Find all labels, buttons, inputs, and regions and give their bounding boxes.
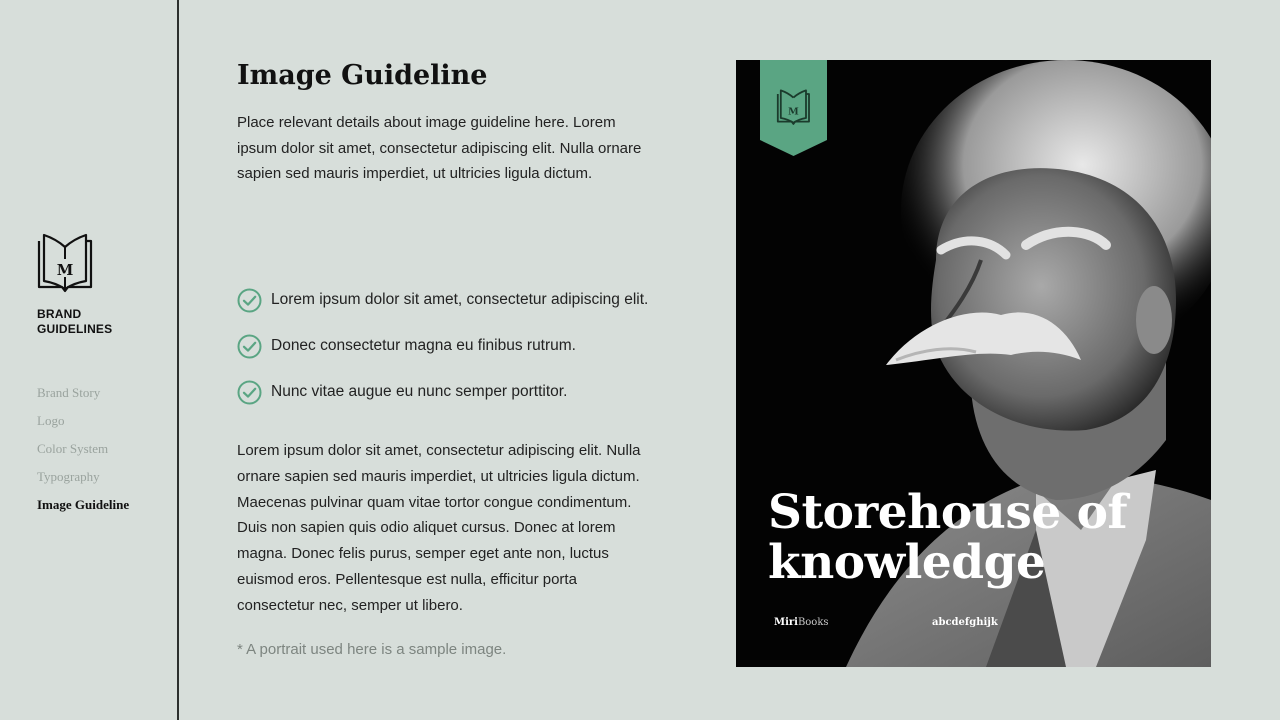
check-circle-icon: [237, 288, 262, 313]
checklist-text: Nunc vitae augue eu nunc semper porttitor.: [271, 383, 568, 400]
poster-brand-bold: Miri: [774, 617, 798, 628]
nav-item-image-guideline[interactable]: Image Guideline: [37, 497, 130, 512]
poster-brand-name: [774, 617, 829, 628]
sidebar-divider: [177, 0, 179, 720]
body-text: Lorem ipsum dolor sit amet, consectetur adipiscing elit. Nulla ornare sapien sed mauris imperdiet, ut ultricies ligula dictum. Maecenas pulvinar quam vitae tortor congue condimentum. Duis non sapien quis odio aliquet cursus. Donec at lorem magna. Donec felis purus, semper eget ante non, luctus euismod eros. Pellentesque est nulla, efficitur porta consectetur nec, semper ut libero.: [237, 442, 641, 614]
poster-brand-regular: Books: [797, 617, 829, 628]
checklist-item: [237, 277, 648, 323]
brand-title-line1: BRAND: [37, 307, 82, 321]
checklist-item: [237, 369, 648, 415]
sidebar-nav: [37, 379, 129, 519]
poster-headline-line1: Storehouse of: [768, 485, 1128, 540]
check-circle-icon: [237, 380, 262, 405]
footnote: * A portrait used here is a sample image.: [237, 641, 507, 658]
svg-text:M: M: [56, 261, 74, 279]
intro-text: Place relevant details about image guideline here. Lorem ipsum dolor sit amet, consectetur adipiscing elit. Nulla ornare sapien sed mauris imperdiet, ut ultricies ligula dictum.: [237, 114, 642, 182]
checklist: [237, 277, 648, 415]
check-circle-icon: [237, 334, 262, 359]
checklist-text: Donec consectetur magna eu finibus rutrum.: [271, 337, 576, 354]
nav-item-logo[interactable]: Logo: [37, 413, 65, 428]
poster-headline: [768, 485, 1198, 590]
poster-headline-line2: knowledge: [768, 535, 1046, 590]
checklist-item: [237, 323, 648, 369]
book-m-icon: [36, 231, 94, 295]
nav-item-color-system[interactable]: Color System: [37, 441, 109, 456]
poster-sample: [736, 60, 1211, 667]
sidebar: [0, 0, 177, 720]
brand-title-line2: GUIDELINES: [37, 322, 113, 336]
svg-text:M: M: [788, 106, 799, 118]
page-title: Image Guideline: [237, 60, 488, 91]
checklist-text: Lorem ipsum dolor sit amet, consectetur adipiscing elit.: [271, 291, 649, 308]
book-m-icon: [760, 60, 827, 156]
nav-item-typography[interactable]: Typography: [37, 469, 100, 484]
poster-alphabet: abcdefghijk: [932, 617, 998, 628]
nav-item-brand-story[interactable]: Brand Story: [37, 385, 101, 400]
brand-title: [37, 307, 112, 337]
